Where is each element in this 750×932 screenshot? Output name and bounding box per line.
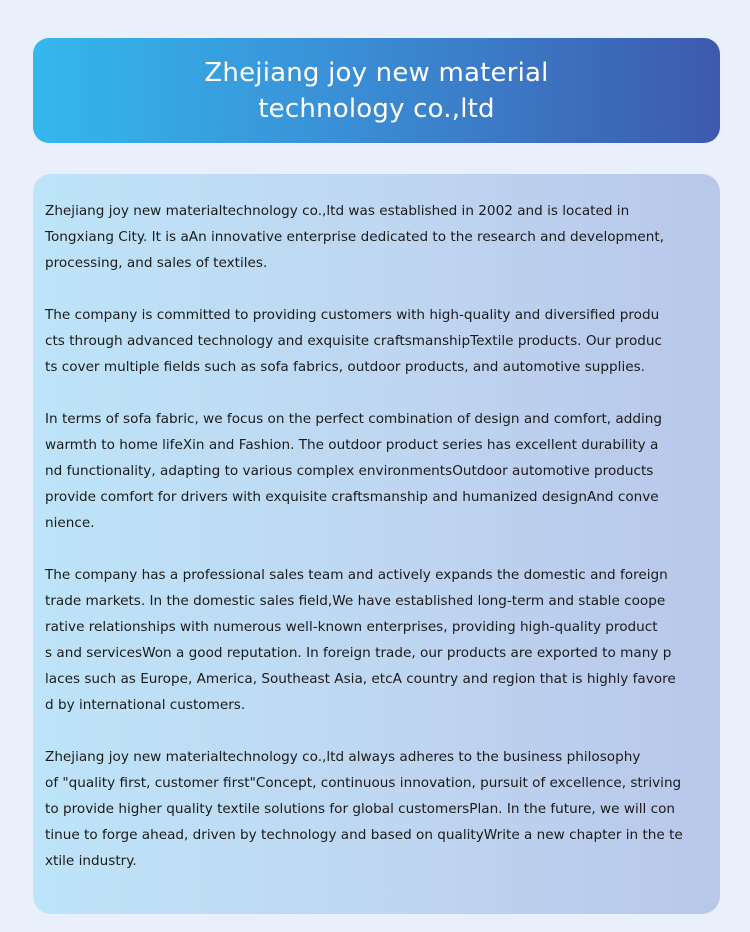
- intro-paragraph: Zhejiang joy new materialtechnology co.,ltd was established in 2002 and is located in Tongxiang City. It is aAn innovative enterprise dedicated to the research and development, processing, and sales of textiles.: [45, 203, 665, 271]
- company-description-card: [33, 174, 720, 914]
- philosophy-paragraph: Zhejiang joy new materialtechnology co.,ltd always adheres to the business philosophy of "quality first, customer first"Concept, continuous innovation, pursuit of excellence, striving to provide higher quality textile solutions for global customersPlan. In the future, we will con tinue to forge ahead, driven by technology and based on qualityWrite a new chapter in the te xtile industry.: [45, 749, 683, 869]
- company-title-banner: [33, 38, 720, 143]
- sales-paragraph: The company has a professional sales team and actively expands the domestic and foreign trade markets. In the domestic sales field,We have established long-term and stable coope rative relationships with numerous well-known enterprises, providing high-quality product s and servicesWon a good reputation. In foreign trade, our products are exported to many p laces such as Europe, America, Southeast Asia, etcA country and region that is highly favore d by international customers.: [45, 567, 676, 713]
- products-paragraph: The company is committed to providing customers with high-quality and diversified produ cts through advanced technology and exquisite craftsmanshipTextile products. Our produc ts cover multiple fields such as sofa fabrics, outdoor products, and automotive supplies.: [45, 307, 663, 375]
- sofa-outdoor-paragraph: In terms of sofa fabric, we focus on the perfect combination of design and comfort, adding warmth to home lifeXin and Fashion. The outdoor product series has excellent durability a nd functionality, adapting to various complex environmentsOutdoor automotive products provide comfort for drivers with exquisite craftsmanship and humanized designAnd conve nience.: [45, 411, 663, 531]
- company-title: Zhejiang joy new material technology co.,ltd: [204, 57, 549, 124]
